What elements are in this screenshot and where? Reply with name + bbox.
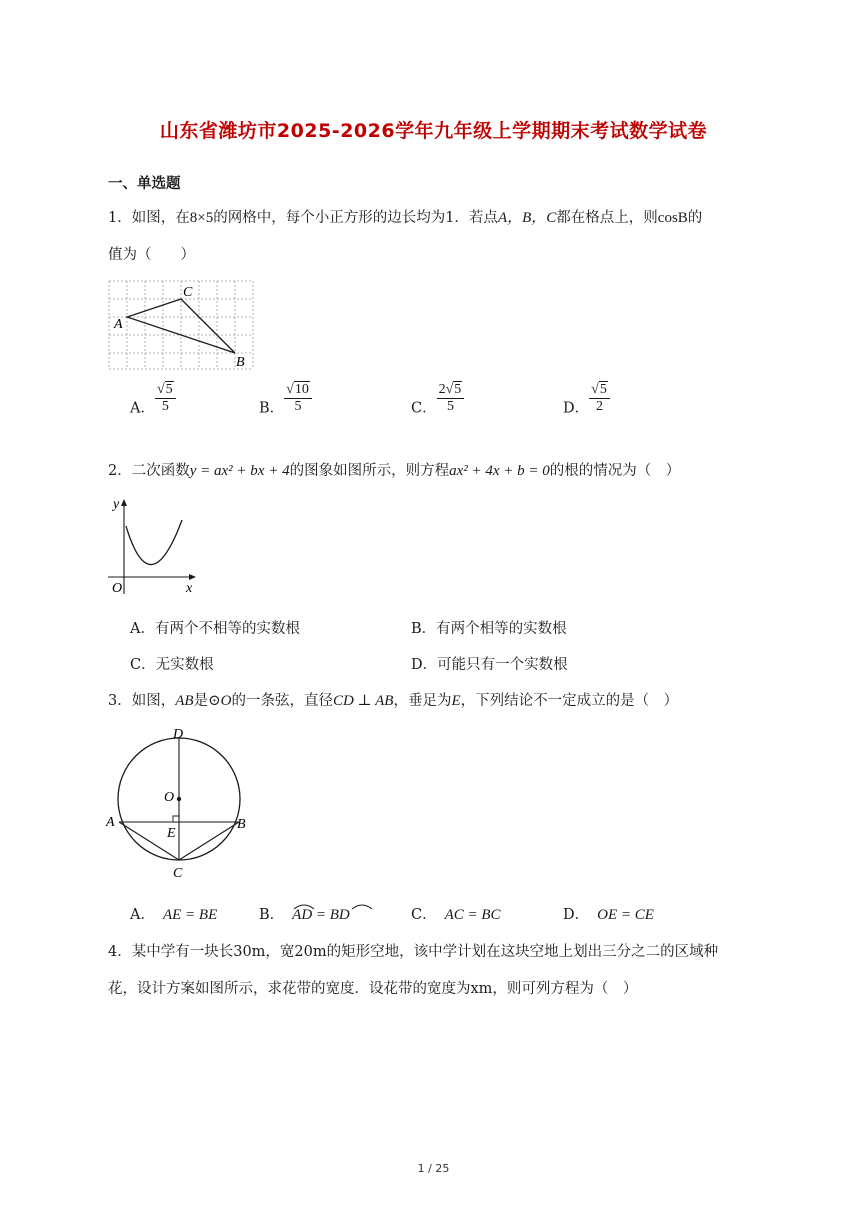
q3-option-c-expr: AC = BC xyxy=(444,907,501,923)
section-heading: 一、单选题 xyxy=(108,176,181,192)
q1-option-b-letter: B． xyxy=(259,400,285,417)
q2-option-c[interactable]: C．无实数根 xyxy=(130,657,214,673)
q3-option-d-expr: OE = CE xyxy=(597,907,654,923)
q1-option-b-den: 5 xyxy=(294,399,302,414)
q1-option-a-den: 5 xyxy=(161,399,169,414)
q2-parabola-figure xyxy=(104,494,204,600)
q1-label-b: B xyxy=(236,355,245,370)
q3-stem xyxy=(108,689,678,710)
q1-cos: cosB xyxy=(657,210,688,226)
q1-option-a[interactable]: A． $\frac{√5}{5}$ xyxy=(130,392,176,425)
q1-option-d-letter: D． xyxy=(563,400,590,417)
q1-option-a-rad: 5 xyxy=(165,382,173,397)
q3-option-d-letter: D． xyxy=(563,907,590,923)
q1-option-d[interactable]: D． $\frac{√5}{2}$ xyxy=(563,392,610,425)
q3-option-b-expr: AD = BD xyxy=(292,907,350,923)
q1-option-c-rad: 5 xyxy=(454,382,462,397)
q3-label-c: C xyxy=(173,866,183,881)
q1-text-b: 的网格中，每个小正方形的边长均为1．若点 xyxy=(213,210,498,226)
q1-stem-line2: 值为（ ） xyxy=(108,247,195,263)
q1-grid-expr: 8×5 xyxy=(189,210,214,226)
q1-text-d: 的 xyxy=(687,210,703,226)
q1-option-c-coef: 2 xyxy=(438,382,446,397)
q1-option-b[interactable]: B． $\frac{√10}{5}$ xyxy=(259,392,312,425)
q1-option-b-rad: 10 xyxy=(294,382,309,397)
q2-text-c: 的根的情况为（ ） xyxy=(549,463,681,479)
q3-label-a: A xyxy=(106,815,115,830)
q3-option-a[interactable] xyxy=(130,903,217,924)
q1-option-c-letter: C． xyxy=(411,400,437,417)
q3-option-b[interactable] xyxy=(259,903,350,924)
q3-option-b-arc-expr xyxy=(292,907,350,923)
q3-text-d: ，垂足为 xyxy=(393,693,452,709)
q1-points: A，B，C xyxy=(497,210,557,226)
q1-option-a-letter: A． xyxy=(130,400,155,417)
q3-option-a-expr: AE = BE xyxy=(162,907,218,923)
q1-label-c: C xyxy=(183,285,193,300)
q3-perp: CD ⊥ AB xyxy=(332,693,394,709)
q3-circle-o: ⊙O xyxy=(208,693,232,709)
q3-option-c-letter: C． xyxy=(411,907,437,923)
q3-option-b-letter: B． xyxy=(259,907,285,923)
q3-text-c: 的一条弦，直径 xyxy=(231,693,333,709)
q2-option-a[interactable]: A．有两个不相等的实数根 xyxy=(130,621,300,637)
q2-label-x: x xyxy=(186,581,193,596)
q1-option-c[interactable]: C． $\frac{2√5}{5}$ xyxy=(411,392,464,425)
q1-label-a: A xyxy=(114,317,123,332)
q4-stem-line2: 花，设计方案如图所示，求花带的宽度．设花带的宽度为xm，则可列方程为（ ） xyxy=(108,981,638,997)
q2-text-b: 的图象如图所示，则方程 xyxy=(289,463,450,479)
q4-stem-line1: 4．某中学有一块长30m，宽20m的矩形空地，该中学计划在这块空地上划出三分之二的区域种 xyxy=(108,944,719,960)
q3-text-b: 是 xyxy=(193,693,209,709)
q1-option-c-den: 5 xyxy=(446,399,454,414)
q2-label-o: O xyxy=(112,581,123,596)
q3-point-e: E xyxy=(451,693,461,709)
q2-parabola-curve xyxy=(126,520,182,565)
q3-circle-figure xyxy=(104,722,264,884)
q3-option-a-letter: A． xyxy=(130,907,155,923)
q3-label-d: D xyxy=(173,727,184,742)
q2-label-y: y xyxy=(113,497,120,512)
q2-stem xyxy=(108,459,680,480)
q2-text-a: 2．二次函数 xyxy=(108,463,190,479)
q1-grid-figure xyxy=(104,278,264,376)
q3-center-dot xyxy=(177,797,181,801)
q3-chord-ab: AB xyxy=(175,693,194,709)
q1-stem-line1 xyxy=(108,206,702,227)
page-number: 1 / 25 xyxy=(417,1162,450,1175)
q3-label-e: E xyxy=(167,826,176,841)
q2-option-b[interactable]: B．有两个相等的实数根 xyxy=(411,621,567,637)
q3-label-b: B xyxy=(237,817,246,832)
q3-option-d[interactable] xyxy=(563,903,654,924)
q1-text-c: 都在格点上，则 xyxy=(556,210,658,226)
q2-option-d[interactable]: D．可能只有一个实数根 xyxy=(411,657,568,673)
q3-label-o: O xyxy=(164,790,175,805)
page-title: 山东省潍坊市2025-2026学年九年级上学期期末考试数学试卷 xyxy=(159,120,708,142)
q3-right-angle-mark xyxy=(173,816,179,822)
q1-option-d-den: 2 xyxy=(595,399,603,414)
q2-function: y = ax² + bx + 4 xyxy=(189,463,290,479)
q3-option-c[interactable] xyxy=(411,903,501,924)
q3-text-a: 3．如图， xyxy=(108,693,176,709)
q1-text-a: 1．如图，在 xyxy=(108,210,190,226)
q1-option-d-rad: 5 xyxy=(599,382,607,397)
q3-text-e: ，下列结论不一定成立的是（ ） xyxy=(460,693,679,709)
q3-arc-marks xyxy=(292,901,382,911)
q2-equation: ax² + 4x + b = 0 xyxy=(449,463,550,479)
